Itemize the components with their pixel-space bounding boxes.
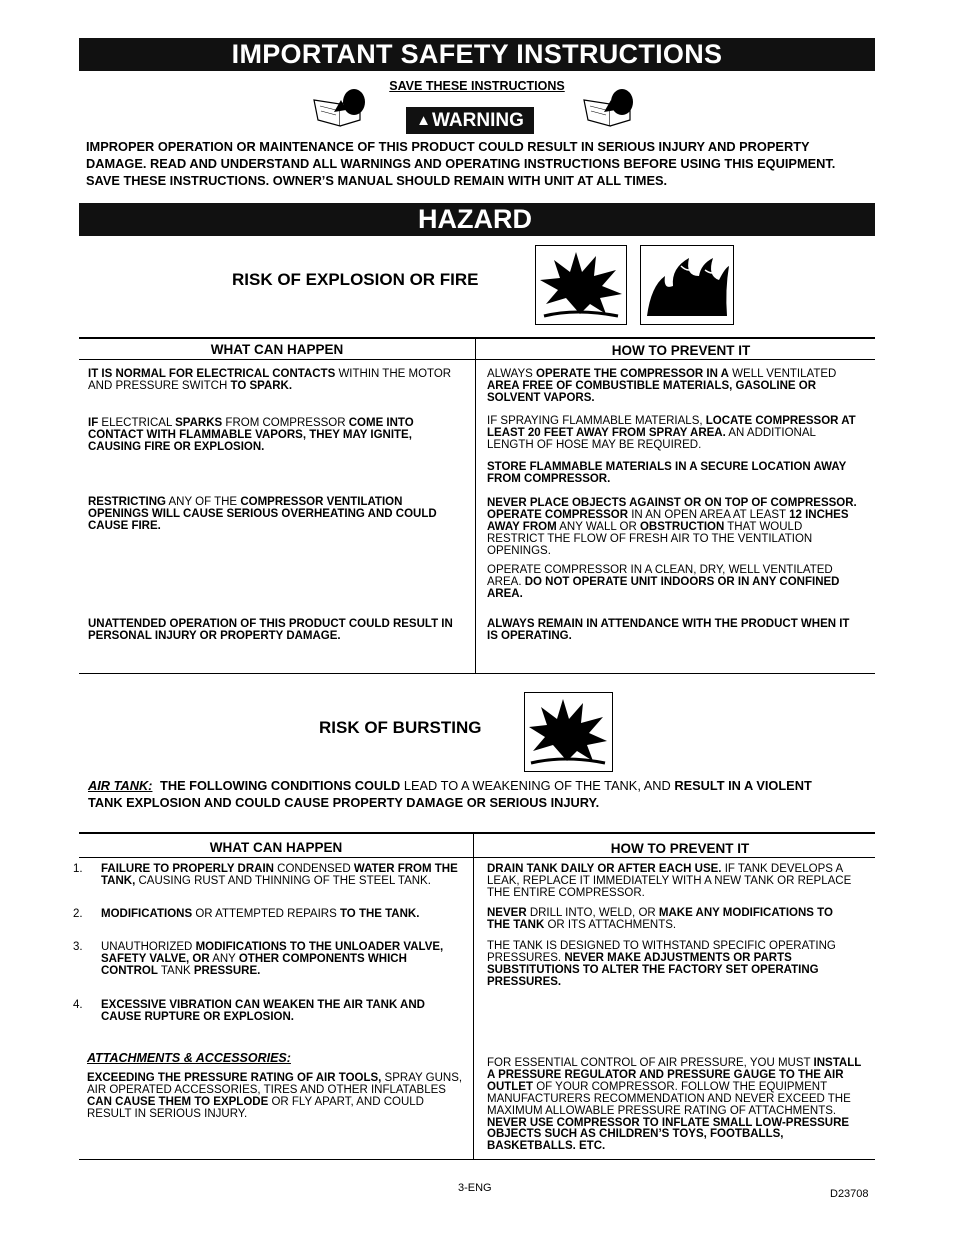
air-tank-label: AIR TANK: [88,778,153,793]
air-tank-text-3: RESULT IN A VIOLENT TANK EXPLOSION AND COULD CAUSE PROPERTY DAMAGE OR SERIOUS INJURY. [88,778,812,810]
table2-bottom-rule [79,1159,875,1160]
air-tank-text-1: THE FOLLOWING CONDITIONS COULD [160,778,401,793]
explosion-left-1: IT IS NORMAL FOR ELECTRICAL CONTACTS WITHIN THE MOTOR AND PRESSURE SWITCH TO SPARK. [88,368,452,392]
bursting-explosion-icon [524,692,613,772]
attachments-heading: ATTACHMENTS & ACCESSORIES: [87,1051,291,1065]
save-instructions: SAVE THESE INSTRUCTIONS [389,79,565,93]
hazard-banner [79,203,875,236]
table1-top-rule [79,337,875,339]
table1-bottom-rule [79,673,875,674]
table2-col-what-can-happen: WHAT CAN HAPPEN [209,840,343,855]
explosion-left-4: UNATTENDED OPERATION OF THIS PRODUCT COULD RESULT IN PERSONAL INJURY OR PROPERTY DAMAGE. [88,618,453,642]
page-title: IMPORTANT SAFETY INSTRUCTIONS [231,39,723,69]
explosion-left-3: RESTRICTING ANY OF THE COMPRESSOR VENTILATION OPENINGS WILL CAUSE SERIOUS OVERHEATING AND COULD CAUSE FIRE. [88,496,437,532]
explosion-right-3: STORE FLAMMABLE MATERIALS IN A SECURE LOCATION AWAY FROM COMPRESSOR. [487,461,847,485]
table1-header-rule [79,359,875,360]
warning-label: WARNING [432,110,524,131]
bursting-right-4: FOR ESSENTIAL CONTROL OF AIR PRESSURE, YOU MUST INSTALL A PRESSURE REGULATOR AND PRESSURE GAUGE TO THE AIR OUTLET OF YOUR COMPRESSOR. FOLLOW THE EQUIPMENT MANUFACTURERS RECOMMENDATION AND NEVER EXCEED THE MAXIMUM ALLOWABLE PRESSURE RATING OF ATTACHMENTS. NEVER USE COMPRESSOR TO INFLATE SMALL LOW-PRESSURE OBJECTS SUCH AS CHILDREN’S TOYS, FOOTBALLS, BASKETBALLS. ETC. [487,1057,862,1153]
table2-col-how-to-prevent: HOW TO PREVENT IT [610,841,750,856]
fire-icon [640,245,734,325]
bursting-heading: RISK OF BURSTING [319,718,482,737]
attachments-text: EXCEEDING THE PRESSURE RATING OF AIR TOOLS, SPRAY GUNS, AIR OPERATED ACCESSORIES, TIRES AND OTHER INFLATABLES CAN CAUSE THEM TO EXPLODE OR FLY APART, AND COULD RESULT IN SERIOUS INJURY. [87,1072,463,1120]
read-manual-icon-right [580,86,636,132]
bursting-left-4: 4. EXCESSIVE VIBRATION CAN WEAKEN THE AIR TANK AND CAUSE RUPTURE OR EXPLOSION. [73,999,425,1023]
air-tank-paragraph [88,777,848,811]
explosion-right-1: ALWAYS OPERATE THE COMPRESSOR IN A WELL VENTILATED AREA FREE OF COMBUSTIBLE MATERIALS, GASOLINE OR SOLVENT VAPORS. [487,368,837,404]
explosion-right-6: ALWAYS REMAIN IN ATTENDANCE WITH THE PRODUCT WHEN IT IS OPERATING. [487,618,850,642]
bursting-left-3: 3. UNAUTHORIZED MODIFICATIONS TO THE UNLOADER VALVE, SAFETY VALVE, OR ANY OTHER COMPONENTS WHICH CONTROL TANK PRESSURE. [73,941,444,977]
explosion-icon [535,245,627,325]
table2-header-rule [79,857,875,858]
warning-triangle-icon: ▲ [416,112,432,129]
hazard-title: HAZARD [418,204,532,234]
explosion-right-2: IF SPRAYING FLAMMABLE MATERIALS, LOCATE COMPRESSOR AT LEAST 20 FEET AWAY FROM SPRAY AREA. AN ADDITIONAL LENGTH OF HOSE MAY BE REQUIRED. [487,415,856,451]
page-number: 3-ENG [458,1182,492,1194]
table2-divider [473,832,474,1159]
bursting-right-1: DRAIN TANK DAILY OR AFTER EACH USE. IF TANK DEVELOPS A LEAK, REPLACE IT IMMEDIATELY WITH A NEW TANK OR REPLACE THE ENTIRE COMPRESSOR. [487,863,852,899]
explosion-left-2: IF ELECTRICAL SPARKS FROM COMPRESSOR COME INTO CONTACT WITH FLAMMABLE VAPORS, THEY MAY IGNITE, CAUSING FIRE OR EXPLOSION. [88,417,414,453]
explosion-fire-heading: RISK OF EXPLOSION OR FIRE [232,270,479,289]
bursting-right-3: THE TANK IS DESIGNED TO WITHSTAND SPECIFIC OPERATING PRESSURES. NEVER MAKE ADJUSTMENTS OR PARTS SUBSTITUTIONS TO ALTER THE FACTORY SET OPERATING PRESSURES. [487,940,836,988]
table1-col-how-to-prevent: HOW TO PREVENT IT [611,343,751,358]
document-code: D23708 [830,1188,869,1200]
air-tank-text-2: LEAD TO A WEAKENING OF THE TANK, AND [400,778,675,793]
bursting-right-2: NEVER DRILL INTO, WELD, OR MAKE ANY MODIFICATIONS TO THE TANK OR ITS ATTACHMENTS. [487,907,833,931]
explosion-right-5: OPERATE COMPRESSOR IN A CLEAN, DRY, WELL VENTILATED AREA. DO NOT OPERATE UNIT INDOORS OR IN ANY CONFINED AREA. [487,564,840,600]
read-manual-icon [310,86,366,132]
table2-top-rule [79,832,875,834]
bursting-left-2: 2. MODIFICATIONS OR ATTEMPTED REPAIRS TO THE TANK. [73,908,420,920]
explosion-right-4: NEVER PLACE OBJECTS AGAINST OR ON TOP OF COMPRESSOR. OPERATE COMPRESSOR IN AN OPEN AREA AT LEAST 12 INCHES AWAY FROM ANY WALL OR OBSTRUCTION THAT WOULD RESTRICT THE FLOW OF FRESH AIR TO THE VENTILATION OPENINGS. [487,497,857,557]
warning-paragraph: IMPROPER OPERATION OR MAINTENANCE OF THIS PRODUCT COULD RESULT IN SERIOUS INJURY AND PROPERTY DAMAGE. READ AND UNDERSTAND ALL WARNINGS AND OPERATING INSTRUCTIONS BEFORE USING THIS EQUIPMENT. SAVE THESE INSTRUCTIONS. OWNER’S MANUAL SHOULD REMAIN WITH UNIT AT ALL TIMES. [86,139,836,188]
page-title-banner [79,38,875,71]
warning-badge [406,107,534,134]
table1-col-what-can-happen: WHAT CAN HAPPEN [210,342,344,357]
bursting-left-1: 1. FAILURE TO PROPERLY DRAIN CONDENSED WATER FROM THE TANK, CAUSING RUST AND THINNING OF THE STEEL TANK. [73,863,458,887]
table1-divider [475,337,476,673]
